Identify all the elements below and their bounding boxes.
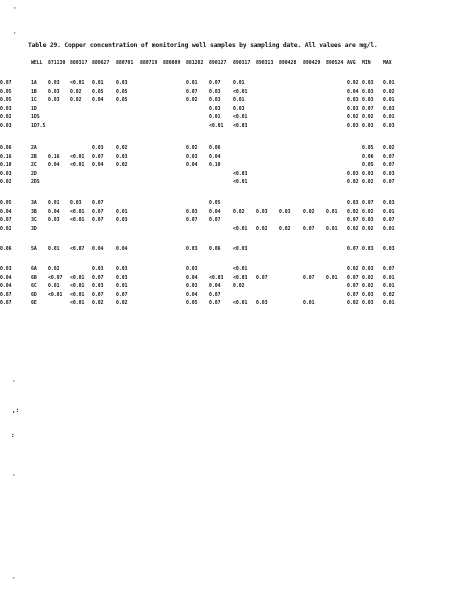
well-id-cell: 1D — [31, 106, 37, 112]
table-row — [0, 217, 466, 225]
value-cell: 0.06 — [0, 247, 12, 252]
value-cell: 0.01 — [48, 284, 60, 290]
table-row — [0, 171, 466, 179]
value-cell: 0.07 — [92, 209, 104, 215]
value-cell: 0.07 — [209, 81, 221, 86]
value-cell: <0.03 — [233, 275, 248, 281]
value-cell: 0.04 — [209, 209, 221, 215]
value-cell: 0.07 — [383, 163, 395, 169]
value-cell: 0.02 — [256, 226, 268, 232]
value-cell: 0.03 — [92, 146, 104, 151]
value-cell: <0.01 — [70, 81, 85, 86]
value-cell: 0.03 — [0, 267, 12, 272]
well-id-cell: 3A — [31, 201, 37, 206]
value-cell: 0.07 — [209, 292, 221, 298]
value-cell: 0.03 — [116, 218, 128, 224]
value-cell: 0.03 — [347, 98, 359, 104]
value-cell: 0.04 — [48, 209, 60, 215]
table-row — [0, 292, 466, 300]
value-cell: 0.03 — [383, 247, 395, 252]
value-cell: <0.01 — [209, 124, 224, 129]
well-id-cell: 6E — [31, 301, 37, 307]
well-id-cell: 2D — [31, 171, 37, 177]
value-cell: 0.05 — [0, 98, 12, 104]
value-cell: 0.03 — [186, 209, 198, 215]
table-row — [0, 283, 466, 291]
well-id-cell: 5A — [31, 247, 37, 252]
column-header: WELL — [31, 61, 43, 66]
value-cell: 0.07 — [347, 275, 359, 281]
table-row — [0, 154, 466, 162]
value-cell: 0.05 — [0, 89, 12, 95]
table-row — [0, 266, 466, 274]
table-row — [0, 226, 466, 234]
value-cell: 0.04 — [116, 247, 128, 252]
value-cell: 0.02 — [92, 301, 104, 307]
value-cell: 0.06 — [362, 154, 374, 160]
value-cell: 0.02 — [347, 81, 359, 86]
table-title: Table 29. Copper concentration of monitoring well samples by sampling date. All values are mg/l. — [28, 42, 378, 49]
value-cell: 0.16 — [48, 154, 60, 160]
value-cell: 0.01 — [233, 98, 245, 104]
value-cell: 0.02 — [383, 89, 395, 95]
value-cell: 0.03 — [92, 284, 104, 290]
well-id-cell: 2B — [31, 154, 37, 160]
column-header: 880809 — [163, 61, 181, 66]
well-id-cell: 1D7.5 — [31, 124, 46, 129]
well-id-cell: 3D — [31, 226, 37, 232]
value-cell: 0.07 — [209, 301, 221, 307]
value-cell: 0.01 — [326, 209, 338, 215]
value-cell: 0.07 — [186, 218, 198, 224]
value-cell: 0.07 — [209, 218, 221, 224]
well-id-cell: 2C — [31, 163, 37, 169]
value-cell: <0.03 — [209, 275, 224, 281]
table-row — [0, 246, 466, 254]
value-cell: 0.03 — [48, 89, 60, 95]
value-cell: 0.01 — [383, 209, 395, 215]
table-row — [0, 97, 466, 105]
value-cell: 0.02 — [347, 209, 359, 215]
value-cell: 0.04 — [92, 247, 104, 252]
value-cell: 0.07 — [0, 81, 12, 86]
value-cell: 0.03 — [70, 201, 82, 206]
value-cell: 0.03 — [209, 89, 221, 95]
value-cell: <0.01 — [233, 267, 248, 272]
value-cell: 0.01 — [233, 81, 245, 86]
value-cell: 0.07 — [186, 89, 198, 95]
value-cell: 0.02 — [347, 267, 359, 272]
value-cell: 0.02 — [362, 180, 374, 186]
value-cell: 0.03 — [186, 247, 198, 252]
value-cell: 0.07 — [347, 292, 359, 298]
value-cell: <0.03 — [233, 124, 248, 129]
value-cell: 0.16 — [0, 154, 12, 160]
value-cell: <0.01 — [70, 163, 85, 169]
value-cell: 0.02 — [116, 301, 128, 307]
value-cell: 0.04 — [209, 154, 221, 160]
value-cell: <0.01 — [233, 89, 248, 95]
table-row — [0, 162, 466, 170]
well-id-cell: 3C — [31, 218, 37, 224]
value-cell: 0.07 — [347, 284, 359, 290]
value-cell: 0.07 — [0, 292, 12, 298]
value-cell: 0.01 — [303, 301, 315, 307]
value-cell: <0.03 — [233, 247, 248, 252]
value-cell: <0.01 — [70, 301, 85, 307]
value-cell: 0.01 — [383, 284, 395, 290]
value-cell: 0.03 — [233, 106, 245, 112]
value-cell: 0.02 — [362, 275, 374, 281]
value-cell: 0.03 — [186, 284, 198, 290]
value-cell: 0.02 — [362, 226, 374, 232]
value-cell: <0.01 — [70, 218, 85, 224]
value-cell: 0.03 — [347, 124, 359, 129]
value-cell: 0.01 — [383, 115, 395, 121]
column-header: 880317 — [70, 61, 88, 66]
table-row — [0, 114, 466, 122]
well-id-cell: 6C — [31, 284, 37, 290]
value-cell: 0.02 — [233, 209, 245, 215]
value-cell: 0.03 — [383, 124, 395, 129]
column-header: 890317 — [233, 61, 251, 66]
scan-speck: ,: — [12, 407, 20, 414]
value-cell: 0.07 — [92, 218, 104, 224]
value-cell: 0.05 — [116, 98, 128, 104]
well-id-cell: 2A — [31, 146, 37, 151]
column-header: 880701 — [116, 61, 134, 66]
table-row — [0, 106, 466, 114]
value-cell: 0.02 — [0, 115, 12, 121]
value-cell: 0.01 — [92, 81, 104, 86]
value-cell: 0.01 — [383, 301, 395, 307]
value-cell: 0.01 — [48, 247, 60, 252]
value-cell: 0.01 — [186, 81, 198, 86]
value-cell: <0.01 — [48, 292, 63, 298]
value-cell: 0.01 — [116, 284, 128, 290]
value-cell: 0.03 — [0, 106, 12, 112]
table-row — [0, 145, 466, 153]
value-cell: 0.03 — [279, 209, 291, 215]
column-header: 890428 — [279, 61, 297, 66]
value-cell: 0.04 — [0, 275, 12, 281]
value-cell: 0.01 — [209, 115, 221, 121]
table-row — [0, 179, 466, 187]
table-row — [0, 89, 466, 97]
value-cell: 0.02 — [279, 226, 291, 232]
value-cell: 0.07 — [347, 247, 359, 252]
value-cell: 0.02 — [383, 292, 395, 298]
value-cell: 0.02 — [186, 146, 198, 151]
value-cell: 0.04 — [92, 98, 104, 104]
value-cell: 0.07 — [92, 292, 104, 298]
value-cell: <0.01 — [233, 115, 248, 121]
value-cell: 0.07 — [383, 218, 395, 224]
value-cell: 0.02 — [347, 301, 359, 307]
value-cell: 0.07 — [92, 275, 104, 281]
scan-speck: · — [12, 472, 16, 479]
value-cell: 0.06 — [209, 146, 221, 151]
well-id-cell: 6B — [31, 275, 37, 281]
value-cell: <0.01 — [70, 275, 85, 281]
value-cell: 0.04 — [209, 284, 221, 290]
value-cell: 0.04 — [347, 89, 359, 95]
value-cell: 0.03 — [362, 98, 374, 104]
value-cell: 0.05 — [116, 89, 128, 95]
value-cell: 0.01 — [326, 275, 338, 281]
value-cell: 0.01 — [383, 81, 395, 86]
value-cell: 0.03 — [92, 267, 104, 272]
value-cell: <0.01 — [233, 301, 248, 307]
scan-speck: · — [12, 378, 16, 385]
table-row — [0, 300, 466, 308]
value-cell: 0.04 — [48, 163, 60, 169]
value-cell: 0.03 — [256, 301, 268, 307]
value-cell: 0.03 — [209, 106, 221, 112]
column-header: MAX — [383, 61, 392, 66]
value-cell: <0.01 — [70, 284, 85, 290]
value-cell: 0.03 — [116, 81, 128, 86]
value-cell: 0.07 — [0, 301, 12, 307]
value-cell: 0.05 — [186, 301, 198, 307]
value-cell: 0.04 — [186, 292, 198, 298]
value-cell: 0.03 — [48, 81, 60, 86]
value-cell: 0.05 — [362, 146, 374, 151]
value-cell: 0.03 — [347, 171, 359, 177]
value-cell: 0.03 — [48, 218, 60, 224]
value-cell: <0.01 — [233, 226, 248, 232]
value-cell: 0.05 — [0, 201, 12, 206]
value-cell: 0.03 — [362, 247, 374, 252]
value-cell: <0.01 — [233, 180, 248, 186]
value-cell: 0.02 — [0, 226, 12, 232]
value-cell: 0.02 — [233, 284, 245, 290]
well-id-cell: 1DS — [31, 115, 40, 121]
value-cell: 0.02 — [362, 284, 374, 290]
table-row — [0, 123, 466, 131]
value-cell: 0.02 — [347, 180, 359, 186]
value-cell: 0.07 — [303, 275, 315, 281]
value-cell: 0.05 — [362, 163, 374, 169]
value-cell: 0.03 — [116, 267, 128, 272]
value-cell: 0.04 — [186, 275, 198, 281]
value-cell: 0.02 — [362, 115, 374, 121]
value-cell: 0.07 — [92, 201, 104, 206]
value-cell: 0.03 — [186, 267, 198, 272]
column-header: 890313 — [256, 61, 274, 66]
value-cell: 0.02 — [70, 89, 82, 95]
value-cell: 0.02 — [116, 163, 128, 169]
value-cell: 0.05 — [92, 89, 104, 95]
scan-speck: · — [12, 575, 16, 582]
value-cell: <0.01 — [70, 154, 85, 160]
well-id-cell: 1C — [31, 98, 37, 104]
value-cell: 0.07 — [0, 218, 12, 224]
value-cell: 0.02 — [347, 115, 359, 121]
value-cell: 0.01 — [383, 275, 395, 281]
column-header: 881202 — [186, 61, 204, 66]
column-header: 890429 — [303, 61, 321, 66]
value-cell: 0.07 — [116, 292, 128, 298]
column-header: AVG — [347, 61, 356, 66]
well-id-cell: 6A — [31, 267, 37, 272]
value-cell: 0.07 — [383, 267, 395, 272]
value-cell: 0.03 — [186, 154, 198, 160]
well-id-cell: 2DS — [31, 180, 40, 186]
value-cell: 0.02 — [362, 209, 374, 215]
value-cell: 0.07 — [362, 201, 374, 206]
value-cell: <0.03 — [233, 171, 248, 177]
value-cell: 0.03 — [256, 209, 268, 215]
value-cell: <0.01 — [70, 292, 85, 298]
value-cell: 0.03 — [362, 171, 374, 177]
value-cell: 0.02 — [70, 98, 82, 104]
value-cell: 0.03 — [116, 275, 128, 281]
value-cell: 0.06 — [0, 146, 12, 151]
value-cell: 0.10 — [209, 163, 221, 169]
value-cell: 0.03 — [362, 301, 374, 307]
table-header — [0, 60, 466, 68]
column-header: 890127 — [209, 61, 227, 66]
value-cell: 0.03 — [116, 154, 128, 160]
value-cell: 0.07 — [362, 106, 374, 112]
value-cell: 0.03 — [362, 89, 374, 95]
value-cell: 0.02 — [48, 267, 60, 272]
value-cell: 0.03 — [383, 201, 395, 206]
value-cell: 0.01 — [326, 226, 338, 232]
value-cell: 0.03 — [0, 171, 12, 177]
value-cell: <0.07 — [70, 247, 85, 252]
column-header: 880719 — [140, 61, 158, 66]
scan-speck: : — [11, 432, 15, 439]
table-row — [0, 209, 466, 217]
value-cell: 0.07 — [303, 226, 315, 232]
value-cell: <0.01 — [70, 209, 85, 215]
value-cell: 0.07 — [92, 154, 104, 160]
value-cell: 0.01 — [383, 226, 395, 232]
value-cell: 0.01 — [48, 201, 60, 206]
value-cell: 0.01 — [116, 209, 128, 215]
table-row — [0, 80, 466, 88]
value-cell: 0.03 — [347, 201, 359, 206]
table-row — [0, 275, 466, 283]
value-cell: 0.06 — [209, 247, 221, 252]
value-cell: 0.04 — [0, 209, 12, 215]
value-cell: 0.04 — [0, 284, 12, 290]
value-cell: 0.05 — [209, 201, 221, 206]
value-cell: 0.03 — [362, 124, 374, 129]
value-cell: 0.07 — [383, 154, 395, 160]
value-cell: 0.03 — [383, 106, 395, 112]
value-cell: 0.03 — [48, 98, 60, 104]
column-header: 890524 — [326, 61, 344, 66]
value-cell: 0.10 — [0, 163, 12, 169]
value-cell: 0.02 — [116, 146, 128, 151]
well-id-cell: 1A — [31, 81, 37, 86]
well-id-cell: 3B — [31, 209, 37, 215]
value-cell: 0.03 — [362, 218, 374, 224]
value-cell: 0.03 — [362, 267, 374, 272]
table-row — [0, 200, 466, 208]
value-cell: 0.03 — [0, 124, 12, 129]
value-cell: 0.03 — [347, 106, 359, 112]
well-id-cell: 6D — [31, 292, 37, 298]
column-header: MIN — [362, 61, 371, 66]
value-cell: 0.04 — [92, 163, 104, 169]
value-cell: 0.02 — [186, 98, 198, 104]
value-cell: 0.07 — [383, 180, 395, 186]
value-cell: 0.03 — [383, 171, 395, 177]
value-cell: 0.04 — [186, 163, 198, 169]
value-cell: 0.07 — [347, 218, 359, 224]
column-header: 871130 — [48, 61, 66, 66]
well-id-cell: 1B — [31, 89, 37, 95]
value-cell: 0.03 — [362, 81, 374, 86]
column-header: 880627 — [92, 61, 110, 66]
value-cell: 0.01 — [383, 98, 395, 104]
scan-speck: · — [13, 30, 17, 37]
value-cell: 0.02 — [303, 209, 315, 215]
value-cell: 0.07 — [256, 275, 268, 281]
value-cell: 0.02 — [0, 180, 12, 186]
value-cell: 0.03 — [362, 292, 374, 298]
value-cell: 0.02 — [383, 146, 395, 151]
value-cell: 0.02 — [347, 226, 359, 232]
value-cell: 0.03 — [209, 98, 221, 104]
scan-speck: · — [13, 5, 17, 12]
value-cell: <0.07 — [48, 275, 63, 281]
